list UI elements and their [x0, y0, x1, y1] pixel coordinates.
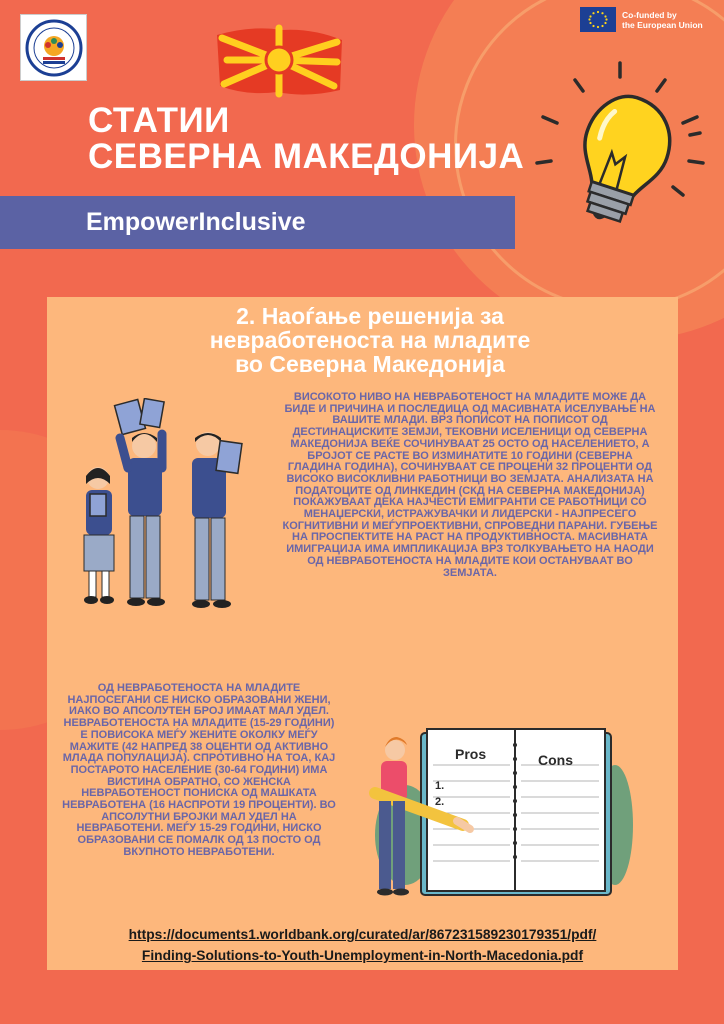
source-link-line-2[interactable]: Finding-Solutions-to-Youth-Unemployment-in-North-Macedonia.pdf — [141, 948, 584, 963]
logo-emblem-icon — [25, 19, 83, 77]
north-macedonia-flag-icon — [212, 20, 347, 100]
eu-cofunded-badge — [580, 7, 703, 32]
article-paragraph-1: ВИСОКОТО НИВО НА НЕВРАБОТЕНОСТ НА МЛАДИТЕ МОЖЕ ДА БИДЕ И ПРИЧИНА И ПОСЛЕДИЦА ОД МАСИВНАТА ИСЕЛУВАЊЕ НА ВАШИТЕ МЛАДИ. ВРЗ ПОПИСОТ НА ПОПИСОТ ОД ДЕСТИНАЦИСКИТЕ ЗЕМЈИ, ТЕКОВНИ ИСЕЛЕНИЦИ ОД СЕВЕРНА МАКЕДОНИЈА ВЕЌЕ СОЧИНУВААТ 25 ОСТО ОД НАСЕЛЕНИЕТО, А БРОЈОТ СЕ РАСТЕ ВО ИЗМИНАТИТЕ 10 ГОДИНИ (СЕВЕРНА ГЛАДИНА ГОДИНА), СОЧИНУВААТ СЕ ПРОЦЕНИ 32 ПРОЦЕНТИ ОД ВИСОКО ВИСОКЛИВНИ РАБОТНИЦИ ВО ЗЕМЈАТА. АНАЛИЗАТА НА ПОДАТОЦИТЕ ОД ЛИНКЕДИН (СКД НА СЕВЕРНА МАКЕДОНИЈА) ПОКАЖУВААТ ДЕКА НАЈЧЕСТИ ЕМИГРАНТИ СЕ РАБОТНИЦИ СО МЕНАЏЕРСКИ, ИСТРАЖУВАЧКИ И ЛИДЕРСКИ - НАЈПРЕСЕГО КОГНИТИВНИ И МЕЃУПРОЕКТИВНИ, СПРОВЕДНИ ПАРАНИ. ГУБЕЊЕ НА ПРОСПЕКТИТЕ НА РАСТ НА ПРОДУКТИВНОСТА. МАСИВНАТА ИМИГРАЦИЈА ИМА ИМПЛИКАЦИЈА ВРЗ ТОЛКУВАЊЕТО НА НАОДИ ОД НЕВРАБОТЕНОСТА НА МЛАДИТЕ КОИ ОСТАНУВААТ ВО ЗЕМЈАТА. — [282, 391, 658, 579]
article-paragraph-2: ОД НЕВРАБОТЕНОСТА НА МЛАДИТЕ НАЈПОСЕГАНИ СЕ НИСКО ОБРАЗОВАНИ ЖЕНИ, ИАКО ВО АПСОЛУТЕН БРОЈ ИМААТ МАЛ УДЕЛ. НЕВРАБОТЕНОСТА НА МЛАДИТЕ (15-29 ГОДИНИ) Е ПОВИСОКА МЕЃУ ЖЕНИТЕ ОКОЛКУ МЕЃУ МАЖИТЕ (42 НАПРЕД 38 ОЦЕНТИ ОД АКТИВНО МЛАДА ПОПУЛАЦИЈА). СПРОТИВНО НА ТОА, КАЈ ПОСТАРОТО НАСЕЛЕНИЕ (30-64 ГОДИНИ) ИМА ВИСТИНА ОБРАТНО, СО ЖЕНСКА НЕВРАБОТЕНОСТ ПОНИСКА ОД МАШКАТА НЕВРАБОТЕНА (16 НАСПРОТИ 19 ПРОЦЕНТИ). ВО АПСОЛУТНИ БРОЈКИ МАЛ УДЕЛ НА НЕВРАБОТЕНИ. МЕЃУ 15-29 ГОДИНИ, НИСКО ОБРАЗОВАНИ СЕ ПОМАЛК ОД 13 ПОСТО ОД ВКУПНОТО НЕВРАБОТЕНИ. — [62, 682, 336, 858]
source-link[interactable] — [60, 924, 665, 966]
students-illustration — [62, 398, 262, 623]
heading-line-3: во Северна Македонија — [235, 351, 505, 377]
pros-label: Pros — [455, 746, 487, 762]
heading-line-1: 2. Наоѓање решенија за — [236, 303, 504, 329]
page-title — [88, 103, 524, 175]
article-heading — [150, 304, 590, 376]
source-link-line-1[interactable]: https://documents1.worldbank.org/curated/ar/867231589230179351/pdf/ — [128, 927, 597, 942]
eu-badge-line2: the European Union — [622, 19, 703, 30]
eu-badge-line1: Co-funded by — [622, 9, 677, 20]
lightbulb-icon — [525, 55, 715, 245]
project-name: EmpowerInclusive — [86, 208, 306, 236]
heading-line-2: невработеноста на младите — [209, 327, 531, 353]
eu-flag-icon — [580, 7, 616, 32]
student-girl-figure — [84, 467, 114, 604]
student-boy-right-figure — [192, 432, 242, 608]
title-line-1: СТАТИИ — [88, 101, 230, 140]
cons-label: Cons — [538, 752, 573, 768]
pros-cons-notebook-illustration — [345, 725, 635, 900]
empower-inclusive-logo — [20, 14, 87, 81]
list-item-1: 1. — [435, 780, 445, 792]
student-boy-middle-figure — [115, 398, 165, 606]
list-item-2: 2. — [435, 796, 445, 808]
title-line-2: СЕВЕРНА МАКЕДОНИЈА — [88, 137, 525, 176]
